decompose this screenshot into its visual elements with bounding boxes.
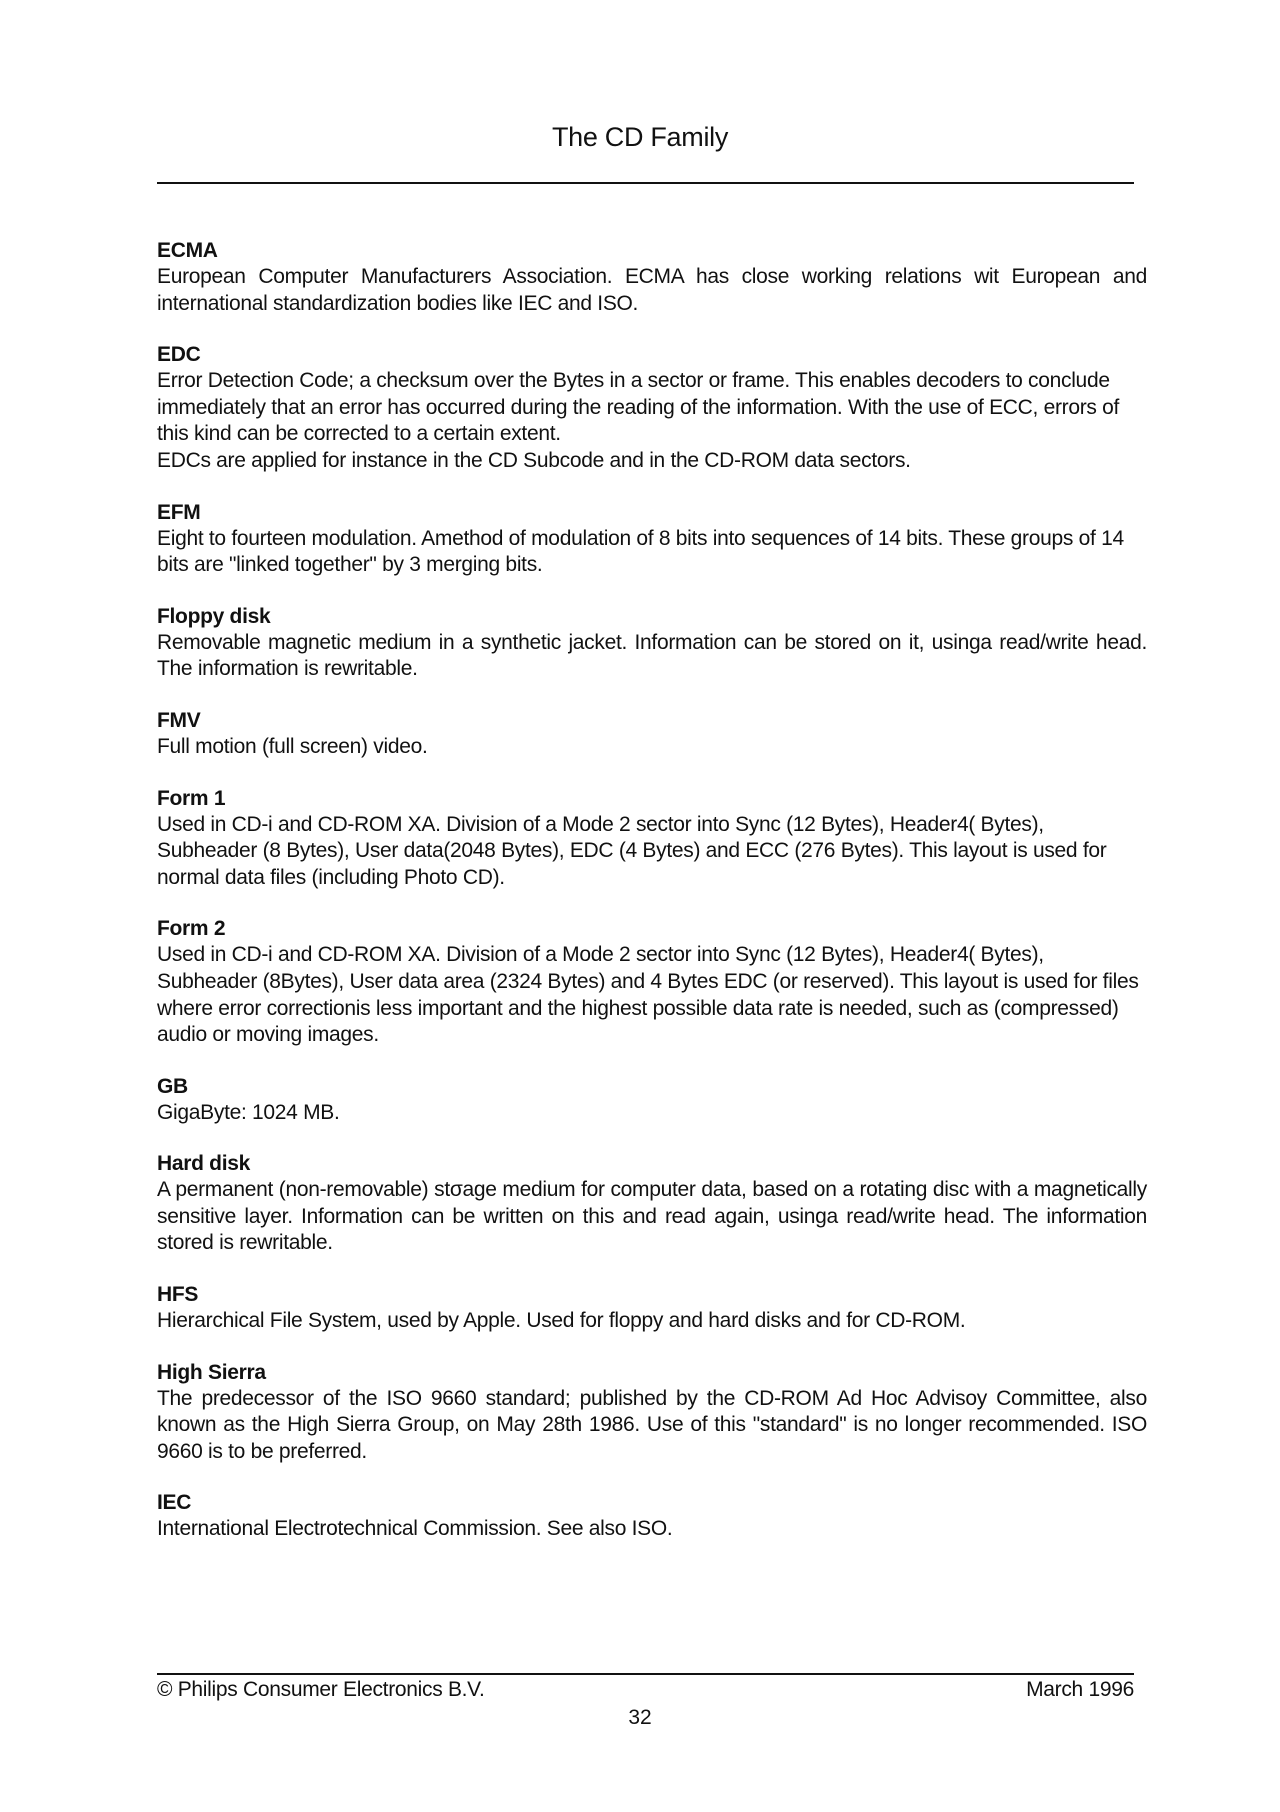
entry-term: IEC <box>157 1491 192 1515</box>
entry-definition <box>157 1100 1147 1127</box>
footer-date: March 1996 <box>1026 1678 1134 1701</box>
definition-paragraph: A permanent (non-removable) stσage medium for computer data, based on a rotating disc with a magnetically sensitive layer. Information can be written on this and read again, usinga read/write head. The information stored is rewritable. <box>157 1178 1147 1255</box>
entry-term: EFM <box>157 500 201 524</box>
glossary-entry-gb <box>157 1073 1147 1127</box>
entry-term: High Sierra <box>157 1360 266 1384</box>
entry-definition <box>157 630 1147 683</box>
glossary-entry-form-1 <box>157 785 1147 892</box>
entry-definition <box>157 1386 1147 1466</box>
entry-definition <box>157 526 1147 579</box>
page-header-title: The CD Family <box>551 122 729 152</box>
entry-definition <box>157 264 1147 317</box>
footer-rule <box>157 1673 1134 1675</box>
glossary-entry-iec <box>157 1489 1147 1543</box>
definition-paragraph: The predecessor of the ISO 9660 standard; published by the CD-ROM Ad Hoc Advisoy Committee, also known as the High Sierra Group, on May 28th 1986. Use of this "standard" is no longer recommended. ISO 9660 is to be preferred. <box>157 1386 1147 1463</box>
entry-definition <box>157 812 1147 892</box>
definition-paragraph: EDCs are applied for instance in the CD Subcode and in the CD-ROM data sectors. <box>157 448 911 472</box>
entry-term: Hard disk <box>157 1152 250 1176</box>
definition-paragraph: European Computer Manufacturers Association. ECMA has close working relations wit European and international standardization bodies like IEC and ISO. <box>157 265 1147 315</box>
glossary-entry-efm <box>157 499 1147 579</box>
entry-term: FMV <box>157 708 201 732</box>
definition-paragraph: Eight to fourteen modulation. Amethod of modulation of 8 bits into sequences of 14 bits. These groups of 14 bits are "linked together" by 3 merging bits. <box>157 526 1124 577</box>
entry-definition <box>157 734 1147 761</box>
entry-term: HFS <box>157 1283 199 1307</box>
entry-definition <box>157 1516 1147 1543</box>
entry-term: ECMA <box>157 239 218 262</box>
glossary-entry-high-sierra <box>157 1359 1147 1466</box>
definition-paragraph: Full motion (full screen) video. <box>157 734 428 758</box>
glossary-entry-form-2 <box>157 915 1147 1048</box>
entry-term: Floppy disk <box>157 604 271 628</box>
definition-paragraph: Error Detection Code; a checksum over the Bytes in a sector or frame. This enables decoders to conclude immediately that an error has occurred during the reading of the information. With the use of ECC, errors of this kind can be corrected to a certain extent. <box>157 369 1120 446</box>
definition-paragraph: Used in CD-i and CD-ROM XA. Division of a Mode 2 sector into Sync (12 Bytes), Header4( Bytes), Subheader (8Bytes), User data area (2324 Bytes) and 4 Bytes EDC (or reserved). This layout is used for files where error correctionis less important and the highest possible data rate is needed, such as (compressed) audio or moving images. <box>157 943 1139 1047</box>
entry-term: Form 1 <box>157 786 226 810</box>
entry-term: EDC <box>157 343 201 367</box>
definition-paragraph: Removable magnetic medium in a synthetic jacket. Information can be stored on it, usinga read/write head. The information is rewritable. <box>157 630 1147 681</box>
entry-definition <box>157 1177 1147 1257</box>
entry-definition <box>157 368 1147 474</box>
definition-paragraph: Used in CD-i and CD-ROM XA. Division of a Mode 2 sector into Sync (12 Bytes), Header4( Bytes), Subheader (8 Bytes), User data(2048 Bytes), EDC (4 Bytes) and ECC (276 Bytes). This layout is used for normal data files (including Photo CD). <box>157 812 1107 889</box>
definition-paragraph: GigaByte: 1024 MB. <box>157 1100 340 1124</box>
entry-term: Form 2 <box>157 917 226 941</box>
header-rule <box>157 182 1134 184</box>
glossary-entry-fmv <box>157 707 1147 761</box>
glossary-entry-ecma <box>157 237 1147 317</box>
page-number: 32 <box>628 1706 652 1729</box>
footer-copyright: © Philips Consumer Electronics B.V. <box>157 1678 485 1701</box>
glossary-entry-hard-disk <box>157 1150 1147 1257</box>
definition-paragraph: International Electrotechnical Commission. See also ISO. <box>157 1517 673 1541</box>
entry-definition <box>157 1308 1147 1335</box>
entry-term: GB <box>157 1074 188 1098</box>
glossary-entry-hfs <box>157 1281 1147 1335</box>
definition-paragraph: Hierarchical File System, used by Apple. Used for floppy and hard disks and for CD-ROM. <box>157 1309 966 1333</box>
glossary-entry-floppy-disk <box>157 603 1147 683</box>
entry-definition <box>157 942 1147 1048</box>
glossary-entry-edc <box>157 341 1147 474</box>
glossary <box>157 237 1147 1567</box>
